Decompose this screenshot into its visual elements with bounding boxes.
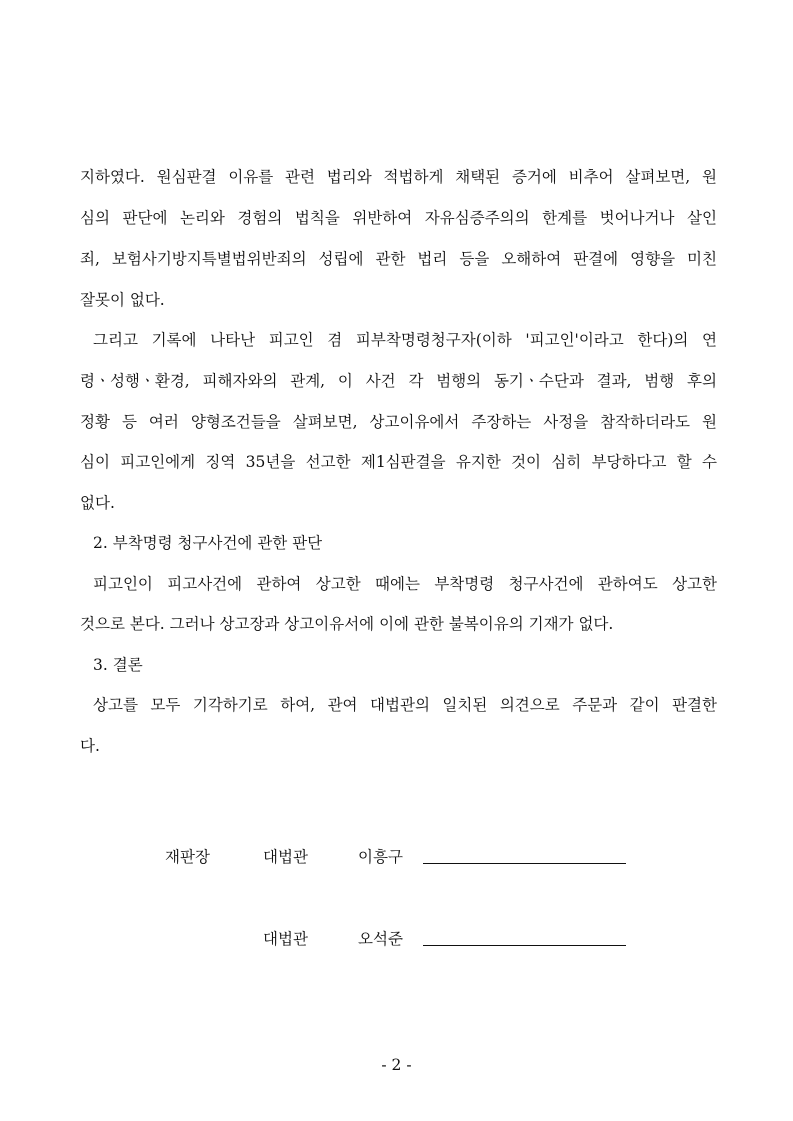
section-heading: 2. 부착명령 청구사건에 관한 판단 [93, 534, 323, 552]
signature-line [423, 945, 626, 946]
paragraph-line: 잘못이 없다. [80, 291, 165, 309]
paragraph-line: 지하였다. 원심판결 이유를 관련 법리와 적법하게 채택된 증거에 비추어 살펴보면, 원 [80, 168, 717, 186]
paragraph-line: 심의 판단에 논리와 경험의 법칙을 위반하여 자유심증주의의 한계를 벗어나거나 살인 [80, 209, 717, 227]
paragraph-line: 다. [80, 737, 100, 755]
justice-name: 오석준 [358, 930, 403, 948]
paragraph-line: 그리고 기록에 나타난 피고인 겸 피부착명령청구자(이하 '피고인'이라고 한다)의 연 [93, 331, 717, 349]
justice-title: 대법관 [263, 848, 308, 866]
paragraph-line: 죄, 보험사기방지특별법위반죄의 성립에 관한 법리 등을 오해하여 판결에 영향을 미친 [80, 250, 717, 268]
paragraph-line: 것으로 본다. 그러나 상고장과 상고이유서에 이에 관한 불복이유의 기재가 없다. [80, 615, 614, 633]
presiding-judge-title: 재판장 [165, 848, 210, 866]
paragraph-line: 정황 등 여러 양형조건들을 살펴보면, 상고이유에서 주장하는 사정을 참작하더라도 원 [80, 413, 717, 431]
paragraph-line: 심이 피고인에게 징역 35년을 선고한 제1심판결을 유지한 것이 심히 부당하다고 할 수 [80, 453, 717, 471]
paragraph-line: 피고인이 피고사건에 관하여 상고한 때에는 부착명령 청구사건에 관하여도 상고한 [93, 575, 717, 593]
signature-line [423, 863, 626, 864]
paragraph-line: 없다. [80, 494, 115, 512]
page-number: - 2 - [381, 1056, 412, 1074]
section-heading: 3. 결론 [93, 656, 143, 674]
justice-name: 이흥구 [358, 848, 403, 866]
paragraph-line: 상고를 모두 기각하기로 하여, 관여 대법관의 일치된 의견으로 주문과 같이 판결한 [93, 696, 717, 714]
justice-title: 대법관 [263, 930, 308, 948]
paragraph-line: 령ㆍ성행ㆍ환경, 피해자와의 관계, 이 사건 각 범행의 동기ㆍ수단과 결과, 범행 후의 [80, 372, 717, 390]
